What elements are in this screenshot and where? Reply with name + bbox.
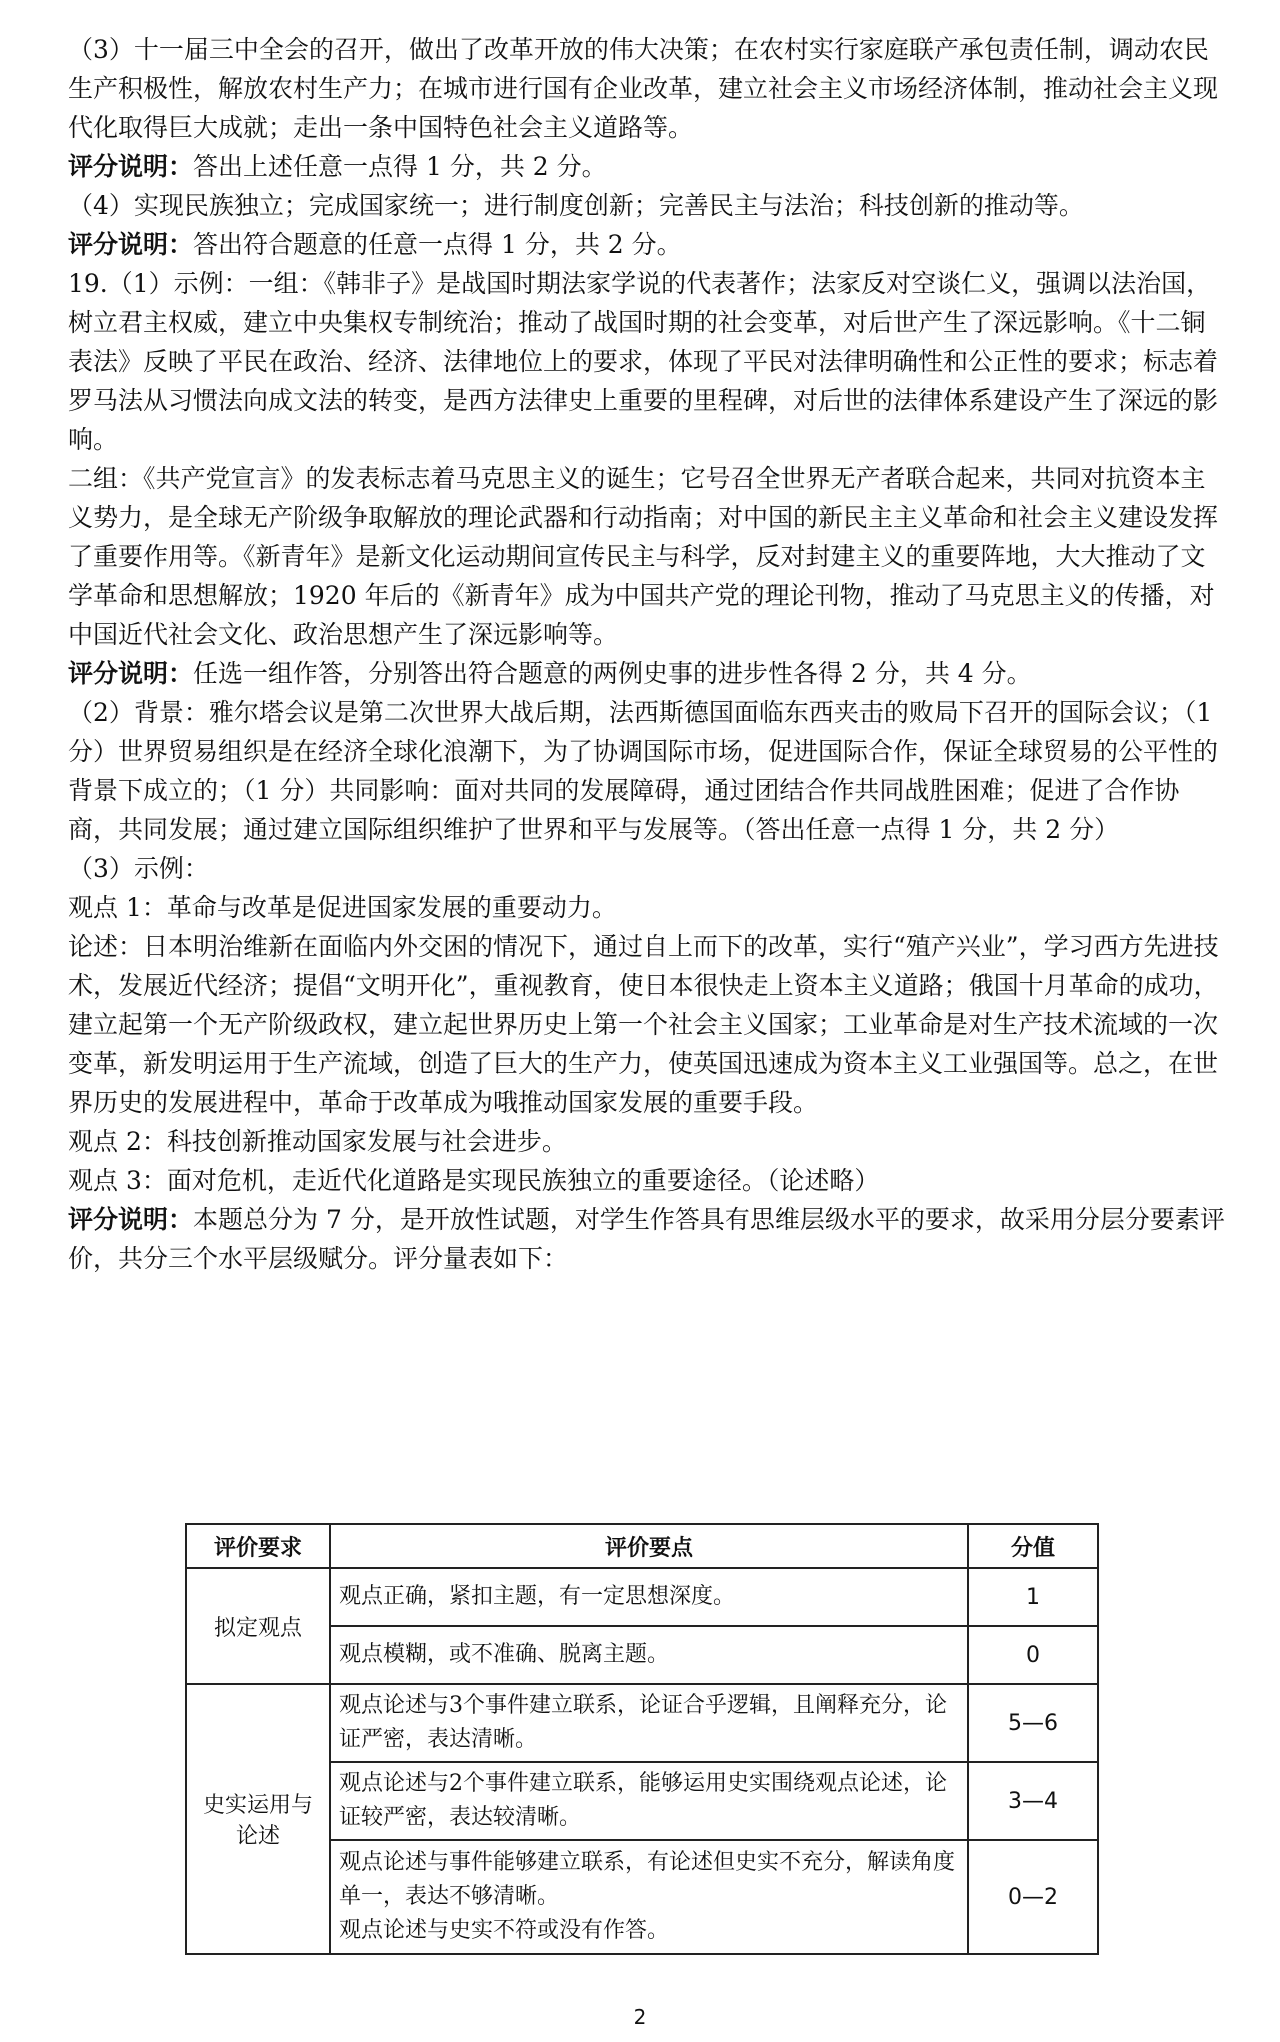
note-label: 评分说明： (68, 230, 194, 259)
q18-part4: （4）实现民族独立；完成国家统一；进行制度创新；完善民主与法治；科技创新的推动等。 (68, 191, 1084, 220)
q19-part3-note (68, 1200, 1228, 1278)
score-cell: 3—4 (968, 1762, 1098, 1840)
note-text: 本题总分为 7 分，是开放性试题，对学生作答具有思维层级水平的要求，故采用分层分要素评价，共分三个水平层级赋分。评分量表如下： (68, 1205, 1225, 1273)
point-cell: 观点正确，紧扣主题，有一定思想深度。 (330, 1568, 968, 1626)
score-cell: 0 (968, 1626, 1098, 1684)
q18-part3: （3）十一届三中全会的召开，做出了改革开放的伟大决策；在农村实行家庭联产承包责任制，调动农民生产积极性，解放农村生产力；在城市进行国有企业改革，建立社会主义市场经济体制，推动社会主义现代化取得巨大成就；走出一条中国特色社会主义道路等。 (68, 35, 1219, 142)
q19-part1-group1: 19.（1）示例：一组：《韩非子》是战国时期法家学说的代表著作；法家反对空谈仁义，强调以法治国，树立君主权威，建立中央集权专制统治；推动了战国时期的社会变革，对后世产生了深远影响。《十二铜表法》反映了平民在政治、经济、法律地位上的要求，体现了平民对法律明确性和公正性的要求；标志着罗马法从习惯法向成文法的转变，是西方法律史上重要的里程碑，对后世的法律体系建设产生了深远的影响。 (68, 269, 1219, 454)
score-cell: 0—2 (968, 1840, 1098, 1954)
table-row (186, 1684, 1098, 1762)
q19-part3-heading: （3）示例： (68, 854, 209, 883)
requirement-cell: 史实运用与论述 (186, 1684, 330, 1954)
scoring-rubric-table (185, 1523, 1099, 1955)
score-cell: 1 (968, 1568, 1098, 1626)
q18-part4-note (68, 225, 1228, 264)
score-cell: 5—6 (968, 1684, 1098, 1762)
q19-part1-note (68, 654, 1228, 693)
note-label: 评分说明： (68, 152, 194, 181)
point-cell: 观点论述与2个事件建立联系，能够运用史实围绕观点论述，论证较严密，表达较清晰。 (330, 1762, 968, 1840)
point-text: 观点论述与事件能够建立联系，有论述但史实不充分，解读角度单一，表达不够清晰。 (339, 1850, 956, 1909)
q19-part2: （2）背景：雅尔塔会议是第二次世界大战后期，法西斯德国面临东西夹击的败局下召开的国际会议；（1 分）世界贸易组织是在经济全球化浪潮下，为了协调国际市场，促进国际合作，保证全球贸易的公平性的背景下成立的；（1 分）共同影响：面对共同的发展障碍，通过团结合作共同战胜困难；促进了合作协商，共同发展；通过建立国际组织维护了世界和平与发展等。（答出任意一点得 1 分，共 2 分） (68, 698, 1221, 844)
header-requirement: 评价要求 (186, 1524, 330, 1568)
table-header-row (186, 1524, 1098, 1568)
answer-page (68, 30, 1228, 1278)
table-row (186, 1568, 1098, 1626)
point-cell (330, 1840, 968, 1954)
note-text: 答出符合题意的任意一点得 1 分，共 2 分。 (193, 230, 682, 259)
page-number: 2 (633, 2005, 647, 2029)
point-text: 观点论述与史实不符或没有作答。 (339, 1918, 670, 1943)
q19-part1-group2: 二组：《共产党宣言》的发表标志着马克思主义的诞生；它号召全世界无产者联合起来，共同对抗资本主义势力，是全球无产阶级争取解放的理论武器和行动指南；对中国的新民主主义革命和社会主义建设发挥了重要作用等。《新青年》是新文化运动期间宣传民主与科学，反对封建主义的重要阵地，大大推动了文学革命和思想解放；1920 年后的《新青年》成为中国共产党的理论刊物，推动了马克思主义的传播，对中国近代社会文化、政治思想产生了深远影响等。 (68, 464, 1219, 649)
requirement-cell: 拟定观点 (186, 1568, 330, 1684)
header-points: 评价要点 (330, 1524, 968, 1568)
point-cell: 观点论述与3个事件建立联系，论证合乎逻辑，且阐释充分，论证严密，表达清晰。 (330, 1684, 968, 1762)
q18-part3-note (68, 147, 1228, 186)
note-text: 任选一组作答，分别答出符合题意的两例史事的进步性各得 2 分，共 4 分。 (193, 659, 1032, 688)
note-text: 答出上述任意一点得 1 分，共 2 分。 (193, 152, 607, 181)
point-cell: 观点模糊，或不准确、脱离主题。 (330, 1626, 968, 1684)
header-score: 分值 (968, 1524, 1098, 1568)
argument: 论述：日本明治维新在面临内外交困的情况下，通过自上而下的改革，实行“殖产兴业”，学习西方先进技术，发展近代经济；提倡“文明开化”，重视教育，使日本很快走上资本主义道路；俄国十月革命的成功，建立起第一个无产阶级政权，建立起世界历史上第一个社会主义国家；工业革命是对生产技术流域的一次变革，新发明运用于生产流域，创造了巨大的生产力，使英国迅速成为资本主义工业强国等。总之，在世界历史的发展进程中，革命于改革成为哦推动国家发展的重要手段。 (68, 932, 1219, 1117)
note-label: 评分说明： (68, 659, 194, 688)
viewpoint-3: 观点 3：面对危机，走近代化道路是实现民族独立的重要途径。（论述略） (68, 1166, 880, 1195)
viewpoint-2: 观点 2：科技创新推动国家发展与社会进步。 (68, 1127, 567, 1156)
note-label: 评分说明： (68, 1205, 194, 1234)
viewpoint-1: 观点 1：革命与改革是促进国家发展的重要动力。 (68, 893, 617, 922)
